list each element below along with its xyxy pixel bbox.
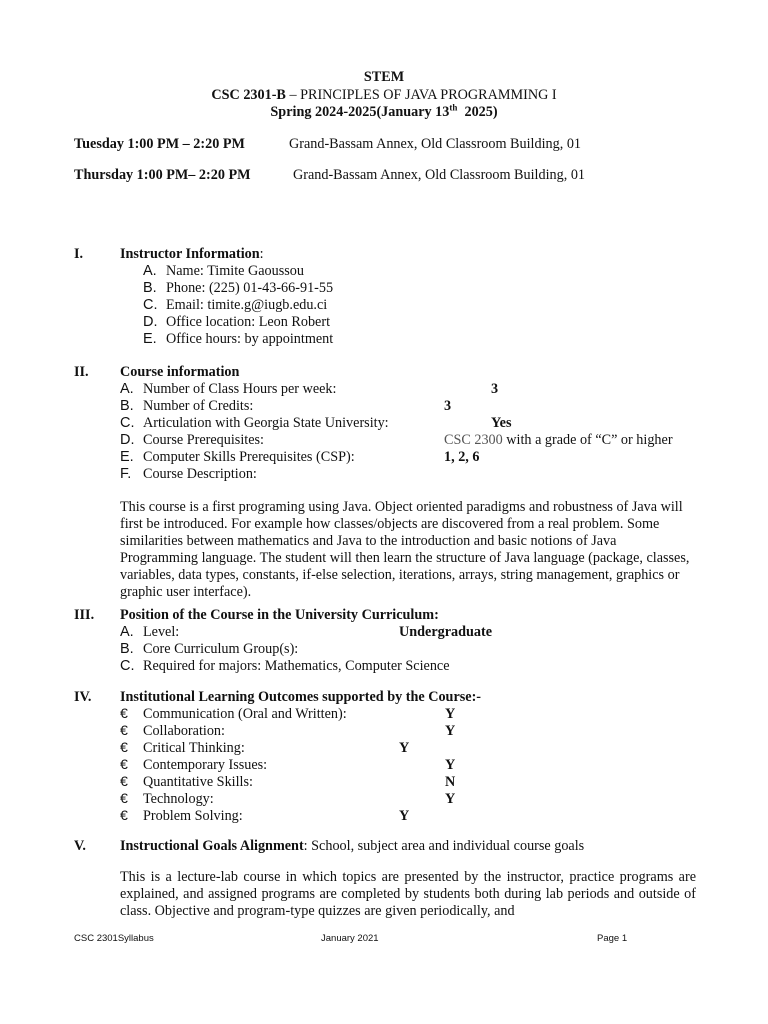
outcome-value: Y — [445, 706, 456, 722]
course-sep: – — [285, 87, 301, 103]
outcome-item — [120, 706, 347, 723]
curriculum-item — [120, 658, 450, 675]
item-letter: D. — [143, 314, 158, 330]
item-letter: F. — [120, 466, 132, 482]
section-number-5: V. — [74, 838, 86, 854]
outcome-label: Collaboration: — [143, 723, 225, 739]
section-title-2: Course information — [120, 364, 240, 380]
outcome-item — [120, 774, 253, 791]
outcome-item — [120, 808, 243, 825]
outcome-label: Communication (Oral and Written): — [143, 706, 347, 722]
course-description: This course is a first programing using Java. Object oriented paradigms and robustness of Java will first be introduced. For example how classes/objects are discovered from a real problem. Some similarities between mathematics and Java to the introduction and basic notions of Java Programming language. The student will then learn the structure of Java language (package, classes, variables, data types, constants, if-else selection, iterations, arrays, string management, graphics or graphic user interface). — [120, 499, 690, 600]
instructional-goals-paragraph: This is a lecture-lab course in which topics are presented by the instructor, practice programs are explained, and assigned programs are completed by students both during lab periods and outside of class. Objective and program-type quizzes are given periodically, and — [120, 869, 696, 919]
item-letter: A. — [120, 381, 134, 397]
section-title-1-colon: : — [259, 246, 264, 262]
item-label: Course Description: — [143, 466, 257, 482]
instructor-office: Office location: Leon Robert — [166, 314, 331, 330]
outcome-value: Y — [445, 723, 456, 739]
schedule-location-thursday: Grand-Bassam Annex, Old Classroom Building, 01 — [293, 167, 586, 183]
outcome-label: Quantitative Skills: — [143, 774, 253, 790]
course-info-item — [120, 449, 355, 466]
footer-page-number: Page 1 — [597, 933, 628, 944]
euro-bullet-icon: € — [120, 774, 128, 790]
item-letter: A. — [143, 263, 157, 279]
section-title-1 — [120, 246, 264, 263]
euro-bullet-icon: € — [120, 757, 128, 773]
item-label: Articulation with Georgia State University: — [143, 415, 389, 431]
section-number-1: I. — [74, 246, 84, 262]
instructor-item — [143, 263, 304, 280]
course-heading — [0, 87, 768, 104]
section-title-5 — [120, 838, 584, 855]
curriculum-item — [120, 641, 298, 658]
euro-bullet-icon: € — [120, 723, 128, 739]
prerequisites-value — [444, 432, 673, 449]
item-letter: E. — [120, 449, 134, 465]
item-label: Core Curriculum Group(s): — [143, 641, 299, 657]
credits-value: 3 — [444, 398, 452, 414]
euro-bullet-icon: € — [120, 808, 128, 824]
term-line — [0, 104, 768, 121]
item-letter: D. — [120, 432, 135, 448]
schedule-time-thursday: Thursday 1:00 PM– 2:20 PM — [74, 167, 251, 183]
instructor-item — [143, 314, 330, 331]
item-label: Course Prerequisites: — [143, 432, 264, 448]
course-info-item — [120, 398, 253, 415]
outcome-item — [120, 723, 225, 740]
course-info-item — [120, 466, 257, 483]
outcome-value: Y — [399, 808, 410, 824]
section-title-5-rest: : School, subject area and individual course goals — [303, 838, 585, 854]
prerequisite-grade: with a grade of “C” or higher — [502, 432, 673, 448]
instructor-item — [143, 280, 333, 297]
section-title-1-text: Instructor Information — [120, 246, 260, 262]
prerequisite-course-link[interactable]: CSC 2300 — [444, 432, 503, 448]
item-letter: B. — [120, 641, 134, 657]
outcome-label: Contemporary Issues: — [143, 757, 268, 773]
item-letter: B. — [120, 398, 134, 414]
item-letter: E. — [143, 331, 157, 347]
item-letter: B. — [143, 280, 157, 296]
term-prefix: Spring 2024-2025(January 13 — [270, 104, 450, 120]
section-title-3: Position of the Course in the University Curriculum: — [120, 607, 439, 623]
schedule-time-tuesday: Tuesday 1:00 PM – 2:20 PM — [74, 136, 245, 152]
articulation-value: Yes — [491, 415, 512, 431]
document-org: STEM — [363, 69, 405, 85]
course-info-item — [120, 381, 336, 398]
outcome-value: N — [445, 774, 456, 790]
term-suffix: 2025) — [457, 104, 498, 120]
instructor-email: Email: timite.g@iugb.edu.ci — [166, 297, 328, 313]
item-letter: C. — [120, 415, 135, 431]
euro-bullet-icon: € — [120, 791, 128, 807]
footer-left: CSC 2301Syllabus — [74, 933, 154, 944]
section-number-4: IV. — [74, 689, 92, 705]
level-value: Undergraduate — [399, 624, 493, 640]
section-title-4: Institutional Learning Outcomes supported by the Course:- — [120, 689, 482, 705]
item-label: Number of Credits: — [143, 398, 254, 414]
term-sup: th — [449, 102, 458, 113]
class-hours-value: 3 — [491, 381, 499, 397]
section-number-3: III. — [74, 607, 95, 623]
euro-bullet-icon: € — [120, 740, 128, 756]
outcome-value: Y — [399, 740, 410, 756]
outcome-item — [120, 740, 245, 757]
item-label: Computer Skills Prerequisites (CSP): — [143, 449, 355, 465]
instructor-item — [143, 297, 327, 314]
item-letter: A. — [120, 624, 134, 640]
schedule-location-tuesday: Grand-Bassam Annex, Old Classroom Building, 01 — [289, 136, 582, 152]
instructor-hours: Office hours: by appointment — [166, 331, 334, 347]
euro-bullet-icon: € — [120, 706, 128, 722]
course-code: CSC 2301-B — [211, 87, 286, 103]
item-label: Number of Class Hours per week: — [143, 381, 337, 397]
item-letter: C. — [143, 297, 158, 313]
instructor-item — [143, 331, 333, 348]
outcome-item — [120, 757, 267, 774]
outcome-item — [120, 791, 214, 808]
instructor-name: Name: Timite Gaoussou — [166, 263, 304, 279]
outcome-value: Y — [445, 757, 456, 773]
outcome-label: Technology: — [143, 791, 214, 807]
curriculum-item — [120, 624, 179, 641]
item-letter: C. — [120, 658, 135, 674]
section-title-5-text: Instructional Goals Alignment — [120, 838, 304, 854]
outcome-value: Y — [445, 791, 456, 807]
outcome-label: Critical Thinking: — [143, 740, 245, 756]
section-number-2: II. — [74, 364, 89, 380]
course-title: PRINCIPLES OF JAVA PROGRAMMING I — [300, 87, 557, 103]
item-label: Required for majors: Mathematics, Computer Science — [143, 658, 450, 674]
course-info-item — [120, 415, 389, 432]
item-label: Level: — [143, 624, 180, 640]
course-info-item — [120, 432, 264, 449]
instructor-phone: Phone: (225) 01-43-66-91-55 — [166, 280, 334, 296]
outcome-label: Problem Solving: — [143, 808, 243, 824]
footer-center: January 2021 — [321, 933, 379, 944]
csp-value: 1, 2, 6 — [444, 449, 480, 465]
